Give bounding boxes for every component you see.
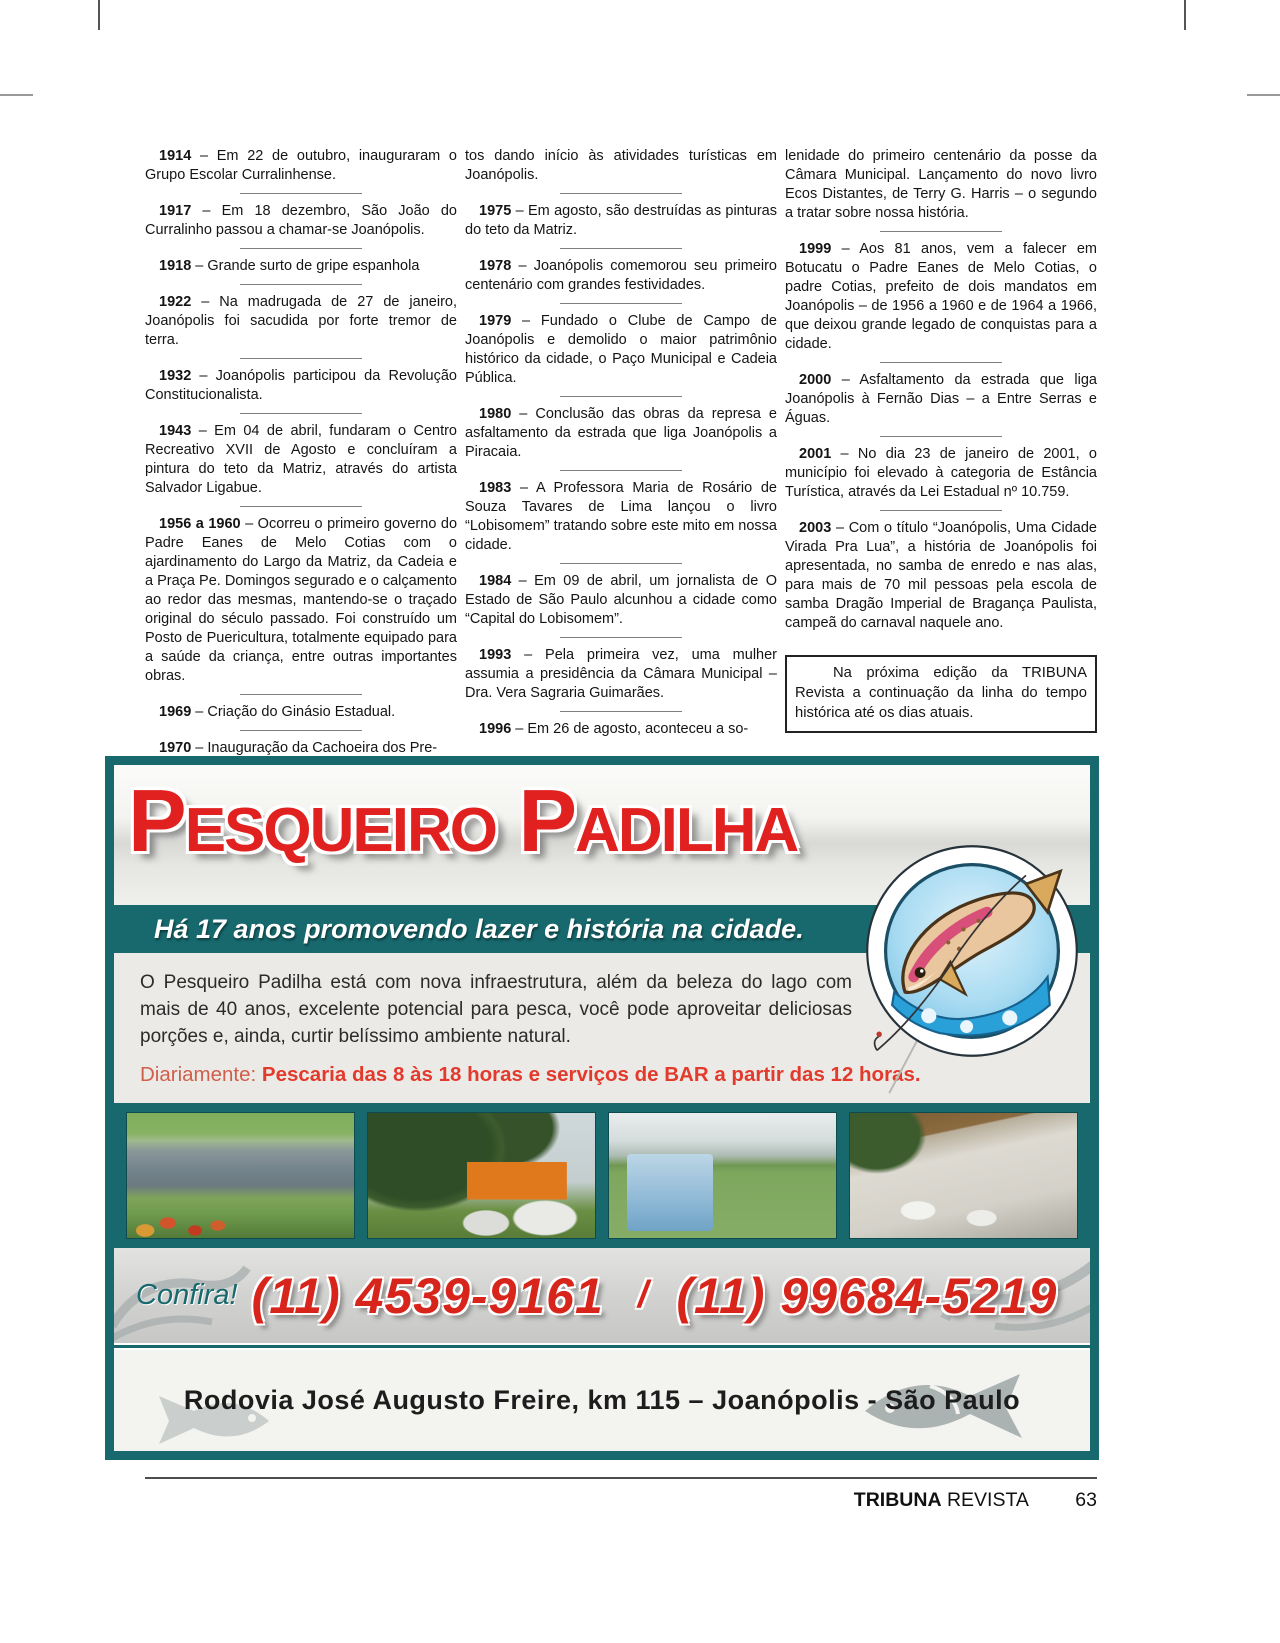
timeline-entry: 1932 – Joanópolis participou da Revolução Constitucionalista.: [145, 368, 457, 403]
ad-address-band: [114, 1350, 1090, 1451]
ad-phone-separator: /: [637, 1274, 649, 1316]
entry-separator: [240, 413, 362, 414]
entry-separator: [560, 396, 682, 397]
ad-body-text: O Pesqueiro Padilha está com nova infraestrutura, além da beleza do lago com mais de 40 anos, excelente potencial para pesca, você pode aproveitar deliciosas porções e, ainda, curtir belíssimo ambiente natural.: [140, 972, 852, 1047]
entry-separator: [240, 248, 362, 249]
timeline-entry: 1983 – A Professora Maria de Rosário de Souza Tavares de Lima lançou o livro “Lobisomem” tratando sobre este mito em nossa cidade.: [465, 480, 777, 553]
timeline-entry-year: 2000: [799, 372, 832, 388]
timeline-entry-year: 1978: [479, 258, 512, 274]
timeline-entry-year: 2001: [799, 446, 832, 462]
entry-separator: [880, 436, 1002, 437]
entry-separator: [560, 711, 682, 712]
footer-rule: [145, 1477, 1097, 1479]
timeline-entry-year: 1917: [159, 203, 192, 219]
ad-tagline: Há 17 anos promovendo lazer e história na cidade.: [154, 913, 804, 944]
pesqueiro-padilha-ad: [105, 756, 1099, 1460]
ad-schedule-text: Pescaria das 8 às 18 horas e serviços de BAR a partir das 12 horas.: [261, 1063, 921, 1086]
entry-separator: [240, 506, 362, 507]
ad-phone-2: (11) 99684-5219: [676, 1267, 1058, 1324]
timeline-column-1: [145, 147, 457, 758]
entry-separator: [560, 563, 682, 564]
timeline-entry-year: 1975: [479, 203, 512, 219]
fish-logo: [864, 843, 1080, 1059]
ad-contact-band: [114, 1248, 1090, 1343]
timeline-entry: 1993 – Pela primeira vez, uma mulher assumia a presidência da Câmara Municipal – Dra. Vera Sagraria Guimarães.: [465, 647, 777, 701]
timeline-entry: 1918 – Grande surto de gripe espanhola: [159, 258, 420, 274]
timeline-entry-year: 2003: [799, 520, 832, 536]
timeline-entry: 1978 – Joanópolis comemorou seu primeiro centenário com grandes festividades.: [465, 258, 777, 293]
timeline-entry: 1975 – Em agosto, são destruídas as pinturas do teto da Matriz.: [465, 203, 777, 238]
ad-phone-1: (11) 4539-9161: [251, 1267, 604, 1324]
timeline-entry-year: 1983: [479, 480, 512, 496]
timeline-entry-year: 1956 a 1960: [159, 516, 241, 532]
ad-cta: Confira!: [136, 1279, 238, 1311]
timeline-entry-year: 1970: [159, 740, 192, 756]
entry-separator: [560, 248, 682, 249]
timeline-entry: lenidade do primeiro centenário da posse da Câmara Municipal. Lançamento do novo livro Ecos Distantes, de Terry G. Harris – o segundo a tratar sobre nossa história.: [785, 148, 1097, 221]
entry-separator: [880, 231, 1002, 232]
ad-schedule-label: Diariamente:: [140, 1063, 257, 1086]
timeline-entry: 1917 – Em 18 dezembro, São João do Curralinho passou a chamar-se Joanópolis.: [145, 203, 457, 238]
timeline-entry: 1956 a 1960 – Ocorreu o primeiro governo do Padre Eanes de Melo Cotias com o ajardinamento do Largo da Matriz, da Cadeia e a Praça Pe. Domingos segurado e o calçamento ao redor das mesmas, mantendo-se o traçado original do século passado. Foi construído um Posto de Puericultura, totalmente equipado para a saúde da criança, entre outras importantes obras.: [145, 516, 458, 684]
entry-separator: [880, 362, 1002, 363]
timeline-entry: 1969 – Criação do Ginásio Estadual.: [159, 704, 396, 720]
timeline-entry: 1914 – Em 22 de outubro, inauguraram o Grupo Escolar Curralinhense.: [145, 148, 457, 183]
entry-separator: [240, 358, 362, 359]
timeline-entry-year: 1984: [479, 573, 512, 589]
crop-mark-top-left-horizontal: [0, 94, 33, 96]
timeline-entry-year: 1943: [159, 423, 192, 439]
timeline-entry: 2000 – Asfaltamento da estrada que liga Joanópolis à Fernão Dias – a Entre Serras e Águas.: [785, 372, 1097, 426]
ad-divider: [114, 1343, 1090, 1350]
entry-separator: [240, 284, 362, 285]
entry-separator: [560, 193, 682, 194]
timeline-entry: 1984 – Em 09 de abril, um jornalista de O Estado de São Paulo alcunhou a cidade como “Capital do Lobisomem”.: [465, 573, 777, 627]
timeline-entry-year: 1979: [479, 313, 512, 329]
covered-patio-photo: [849, 1112, 1078, 1239]
timeline-entry: 1999 – Aos 81 anos, vem a falecer em Botucatu o Padre Eanes de Melo Cotias, o padre Cotias, prefeito de dois mandatos em Joanópolis – de 1956 a 1960 e de 1964 a 1966, que deixou grande legado de conquistas para a cidade.: [785, 241, 1097, 352]
timeline-entry: 2003 – Com o título “Joanópolis, Uma Cidade Virada Pra Lua”, a história de Joanópolis foi apresentada, no samba de enredo e nas alas, para mais de 70 mil pessoas pela escola de samba Dragão Imperial de Bragança Paulista, campeã do carnaval naquele ano.: [785, 520, 1097, 631]
footer-page-number: 63: [1075, 1489, 1097, 1511]
fishing-lake-photo: [608, 1112, 837, 1239]
footer-brand-bold: TRIBUNA: [853, 1489, 942, 1511]
entry-separator: [240, 193, 362, 194]
timeline-column-2: [465, 147, 777, 739]
crop-mark-top-right-horizontal: [1247, 94, 1280, 96]
ad-schedule: [140, 1063, 1090, 1087]
timeline-entry: 1970 – Inauguração da Cachoeira dos Pre-: [159, 740, 438, 756]
timeline-entry-year: 1969: [159, 704, 192, 720]
ad-photo-strip: [114, 1103, 1090, 1248]
timeline-entry-year: 1999: [799, 241, 832, 257]
timeline-entry-year: 1993: [479, 647, 512, 663]
footer-brand-light: REVISTA: [946, 1489, 1028, 1511]
timeline-entry: 2001 – No dia 23 de janeiro de 2001, o município foi elevado à categoria de Estância Turística, através da Lei Estadual nº 10.759.: [785, 446, 1097, 500]
entry-separator: [240, 694, 362, 695]
entry-separator: [240, 730, 362, 731]
lake-meadow-flowers-photo: [126, 1112, 355, 1239]
timeline-entry-year: 1918: [159, 258, 192, 274]
timeline-column-3: [785, 147, 1097, 733]
timeline-entry: 1980 – Conclusão das obras da represa e asfaltamento da estrada que liga Joanópolis a Piracaia.: [465, 406, 777, 460]
timeline-entry-year: 1914: [159, 148, 192, 164]
timeline-entry-year: 1932: [159, 368, 192, 384]
timeline-entry-year: 1980: [479, 406, 512, 422]
entry-separator: [560, 637, 682, 638]
timeline-entry-year: 1922: [159, 294, 192, 310]
timeline-entry: 1922 – Na madrugada de 27 de janeiro, Joanópolis foi sacudida por forte tremor de terra.: [145, 294, 457, 348]
ad-address: Rodovia José Augusto Freire, km 115 – Joanópolis - São Paulo: [183, 1385, 1021, 1415]
timeline-entry: 1979 – Fundado o Clube de Campo de Joanópolis e demolido o maior patrimônio histórico da cidade, o Paço Municipal e Cadeia Pública.: [465, 313, 777, 386]
next-edition-note: Na próxima edição da TRIBUNA Revista a continuação da linha do tempo histórica até os dias atuais.: [785, 655, 1097, 733]
entry-separator: [560, 303, 682, 304]
entry-separator: [880, 510, 1002, 511]
ad-title: Pesqueiro Padilha: [128, 771, 798, 870]
crop-mark-top-right-vertical: [1184, 0, 1186, 30]
footer: [854, 1489, 1097, 1512]
timeline-entry: 1943 – Em 04 de abril, fundaram o Centro Recreativo XVII de Agosto e concluíram a pintura do teto da Matriz, através do artista Salvador Ligabue.: [145, 423, 457, 496]
timeline-entry-year: 1996: [479, 721, 512, 737]
orange-building-cars-photo: [367, 1112, 596, 1239]
crop-mark-top-left-vertical: [98, 0, 100, 30]
entry-separator: [560, 470, 682, 471]
timeline-entry: tos dando início às atividades turísticas em Joanópolis.: [465, 148, 777, 183]
timeline-entry: 1996 – Em 26 de agosto, aconteceu a so-: [479, 721, 749, 737]
